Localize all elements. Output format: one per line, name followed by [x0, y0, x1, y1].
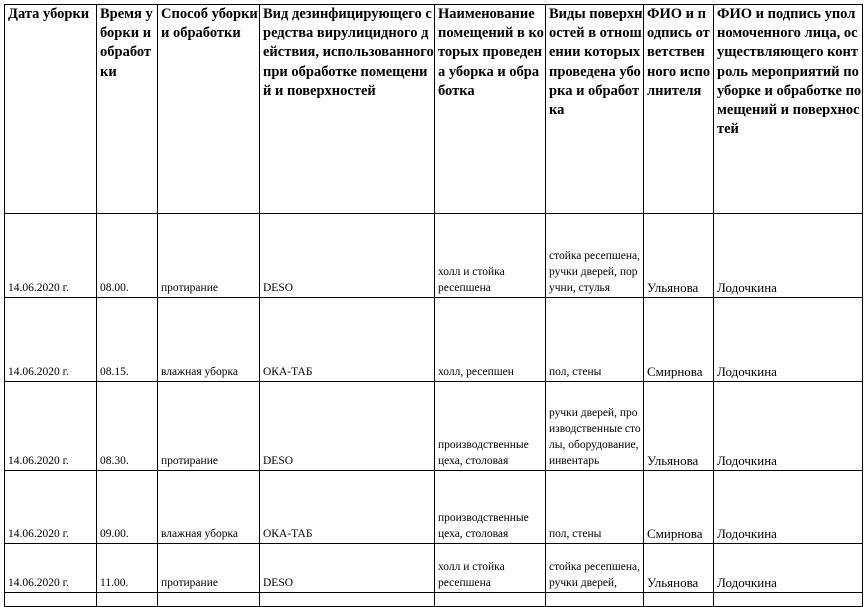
cell-date: 14.06.2020 г. [5, 471, 97, 544]
empty-cell [644, 593, 714, 607]
empty-cell [97, 593, 158, 607]
cell-agent: DESO [260, 382, 435, 471]
cleaning-log-table [4, 4, 863, 607]
table-row-empty [5, 593, 863, 607]
cell-controller: Лодочкина [714, 214, 863, 298]
header-agent: Вид дезинфицирующего средства вирулицидного действия, использованного при обработке помещений и поверхностей [260, 5, 435, 214]
cell-executor: Смирнова [644, 471, 714, 544]
cell-agent: ОКА-ТАБ [260, 471, 435, 544]
header-rooms: Наименование помещений в которых проведена уборка и обработка [435, 5, 546, 214]
cell-method: протирание [158, 214, 260, 298]
empty-cell [158, 593, 260, 607]
header-executor: ФИО и подпись ответственного исполнителя [644, 5, 714, 214]
cell-surfaces: ручки дверей, производственные столы, оборудование, инвентарь [546, 382, 644, 471]
cell-method: протирание [158, 382, 260, 471]
table-row [5, 298, 863, 382]
empty-cell [435, 593, 546, 607]
empty-cell [546, 593, 644, 607]
cell-controller: Лодочкина [714, 298, 863, 382]
cell-controller: Лодочкина [714, 382, 863, 471]
table-row [5, 214, 863, 298]
cell-date: 14.06.2020 г. [5, 544, 97, 593]
cell-surfaces: пол, стены [546, 471, 644, 544]
empty-cell [5, 593, 97, 607]
header-row [5, 5, 863, 214]
cell-rooms: производственные цеха, столовая [435, 471, 546, 544]
cell-date: 14.06.2020 г. [5, 298, 97, 382]
cell-rooms: производственные цеха, столовая [435, 382, 546, 471]
cell-executor: Ульянова [644, 214, 714, 298]
header-time: Время уборки и обработки [97, 5, 158, 214]
cell-controller: Лодочкина [714, 471, 863, 544]
cell-agent: DESO [260, 214, 435, 298]
header-surfaces: Виды поверхностей в отношении которых проведена уборка и обработка [546, 5, 644, 214]
table-row [5, 544, 863, 593]
cell-agent: ОКА-ТАБ [260, 298, 435, 382]
cell-surfaces: стойка ресепшена, ручки дверей, [546, 544, 644, 593]
cell-date: 14.06.2020 г. [5, 214, 97, 298]
header-date: Дата уборки [5, 5, 97, 214]
cell-time: 11.00. [97, 544, 158, 593]
cell-time: 08.30. [97, 382, 158, 471]
cell-surfaces: стойка ресепшена, ручки дверей, поручни, стулья [546, 214, 644, 298]
cell-rooms: холл, ресепшен [435, 298, 546, 382]
cell-rooms: холл и стойка ресепшена [435, 544, 546, 593]
cell-date: 14.06.2020 г. [5, 382, 97, 471]
cell-executor: Смирнова [644, 298, 714, 382]
cell-method: влажная уборка [158, 471, 260, 544]
empty-cell [260, 593, 435, 607]
cell-executor: Ульянова [644, 382, 714, 471]
cell-time: 09.00. [97, 471, 158, 544]
cell-surfaces: пол, стены [546, 298, 644, 382]
empty-cell [714, 593, 863, 607]
cell-method: влажная уборка [158, 298, 260, 382]
cell-time: 08.00. [97, 214, 158, 298]
cell-agent: DESO [260, 544, 435, 593]
header-method: Способ уборки и обработки [158, 5, 260, 214]
cell-time: 08.15. [97, 298, 158, 382]
table-row [5, 382, 863, 471]
cell-rooms: холл и стойка ресепшена [435, 214, 546, 298]
cell-controller: Лодочкина [714, 544, 863, 593]
cell-executor: Ульянова [644, 544, 714, 593]
table-row [5, 471, 863, 544]
header-controller: ФИО и подпись уполномоченного лица, осуществляющего контроль мероприятий по уборке и обработке помещений и поверхностей [714, 5, 863, 214]
cell-method: протирание [158, 544, 260, 593]
